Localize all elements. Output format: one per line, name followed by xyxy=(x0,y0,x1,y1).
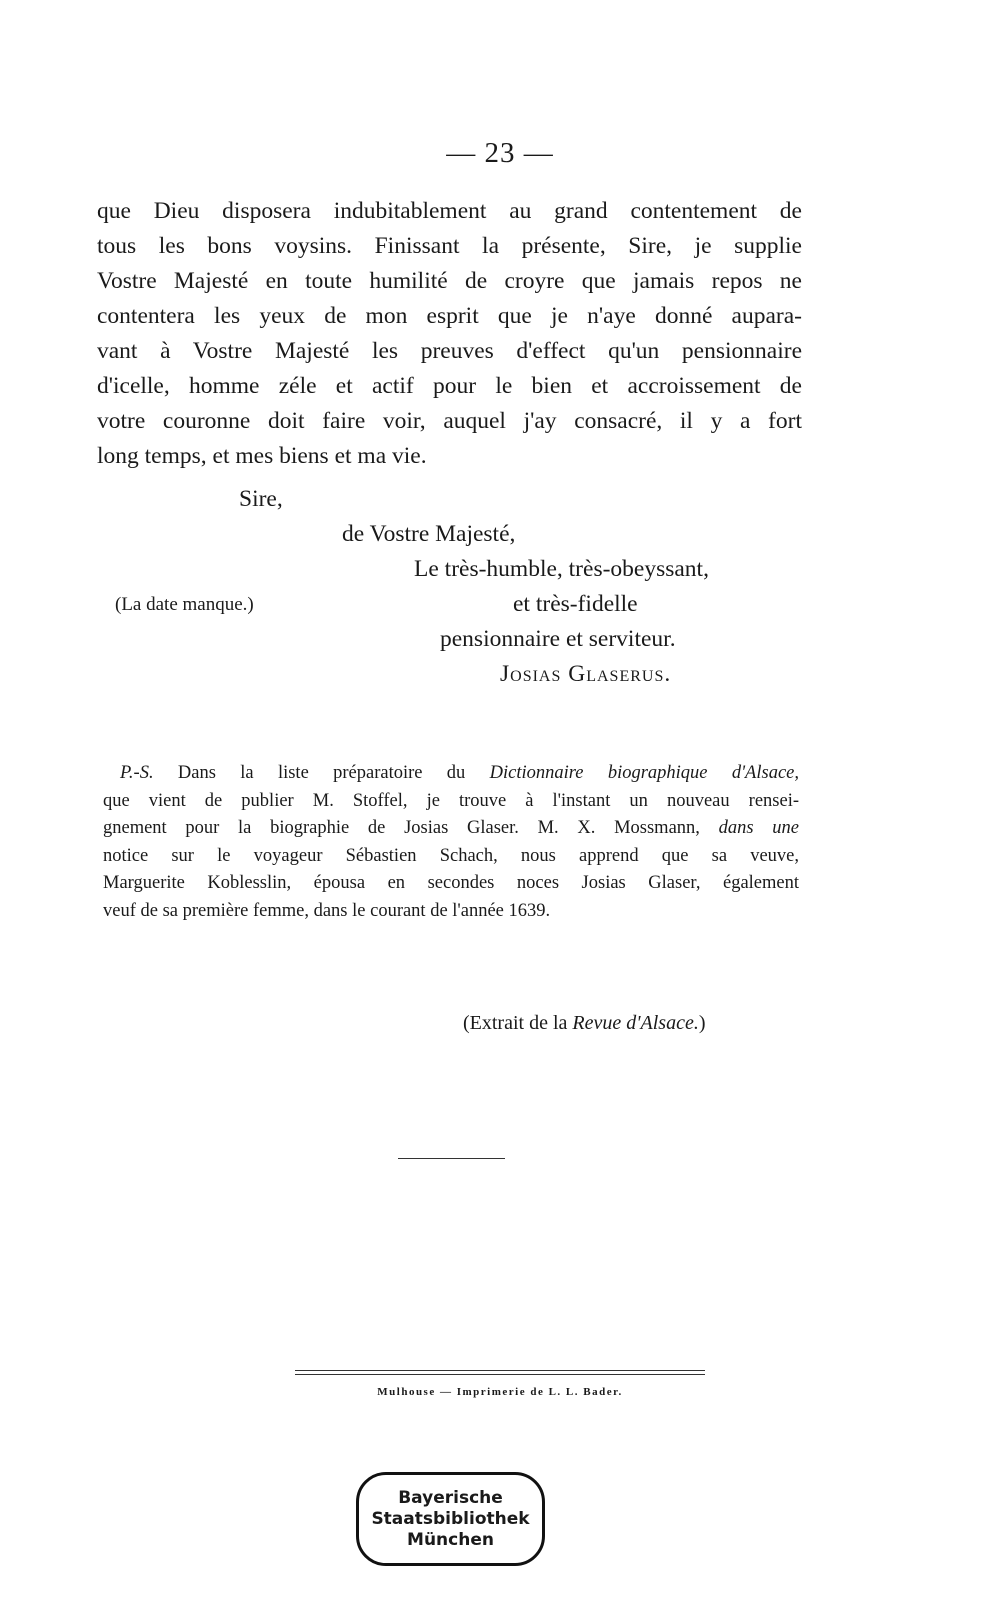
postscript-text: Marguerite Koblesslin, épousa en secondes noces Josias Glaser, également xyxy=(103,873,799,894)
postscript-text: gnement pour la biographie de Josias Glaser. M. X. Mossmann, xyxy=(103,818,719,839)
closing-line: Le très-humble, très-obeyssant, xyxy=(414,556,709,582)
printer-rule-top xyxy=(295,1370,705,1371)
postscript-italic-text: P.-S. xyxy=(120,763,154,783)
letter-line: votre couronne doit faire voir, auquel j'ay consacré, il y a fort xyxy=(97,408,802,434)
library-stamp xyxy=(356,1472,545,1566)
closing-line: pensionnaire et serviteur. xyxy=(440,626,676,652)
closing-line: et très-fidelle xyxy=(513,591,638,617)
postscript-line xyxy=(103,901,550,922)
letter-line: long temps, et mes biens et ma vie. xyxy=(97,443,427,469)
letter-line: d'icelle, homme zéle et actif pour le bien et accroissement de xyxy=(97,373,802,399)
letter-line: contentera les yeux de mon esprit que je n'aye donné aupara- xyxy=(97,303,802,329)
salutation: Sire, xyxy=(239,486,283,512)
postscript-line xyxy=(103,818,799,839)
postscript-italic-text: dans une xyxy=(718,818,799,839)
postscript-italic-text: Dictionnaire biographique d'Alsace, xyxy=(489,763,799,783)
letter-line: tous les bons voysins. Finissant la présente, Sire, je supplie xyxy=(97,233,802,259)
letter-line: que Dieu disposera indubitablement au grand contentement de xyxy=(97,198,802,224)
stamp-line: Bayerische xyxy=(398,1487,503,1508)
stamp-line: Staatsbibliothek xyxy=(371,1508,530,1529)
signature: Josias Glaserus. xyxy=(500,661,672,687)
source-note-title: Revue d'Alsace. xyxy=(572,1012,699,1034)
end-rule xyxy=(398,1158,505,1159)
stamp-line: München xyxy=(407,1529,494,1550)
postscript-text: notice sur le voyageur Sébastien Schach, nous apprend que sa veuve, xyxy=(103,845,799,866)
source-note xyxy=(463,1012,706,1035)
postscript-line xyxy=(103,873,799,894)
postscript-line xyxy=(120,763,799,784)
source-note-suffix: ) xyxy=(698,1012,706,1034)
source-note-prefix: (Extrait de la xyxy=(463,1012,573,1034)
postscript-line xyxy=(103,791,799,812)
postscript-text: veuf de sa première femme, dans le courant de l'année 1639. xyxy=(103,901,551,921)
page-number: — 23 — xyxy=(446,137,554,169)
postscript-line xyxy=(103,846,799,867)
postscript-text: Dans la liste préparatoire du xyxy=(153,763,490,783)
printer-rule-bottom xyxy=(295,1374,705,1375)
postscript-text: que vient de publier M. Stoffel, je trouve à l'instant un nouveau rensei- xyxy=(103,790,799,811)
letter-line: vant à Vostre Majesté les preuves d'effect qu'un pensionnaire xyxy=(97,338,802,364)
date-note: (La date manque.) xyxy=(115,594,254,615)
closing-line: de Vostre Majesté, xyxy=(342,521,516,547)
printer-line: Mulhouse — Imprimerie de L. L. Bader. xyxy=(377,1386,623,1398)
letter-line: Vostre Majesté en toute humilité de croyre que jamais repos ne xyxy=(97,268,802,294)
